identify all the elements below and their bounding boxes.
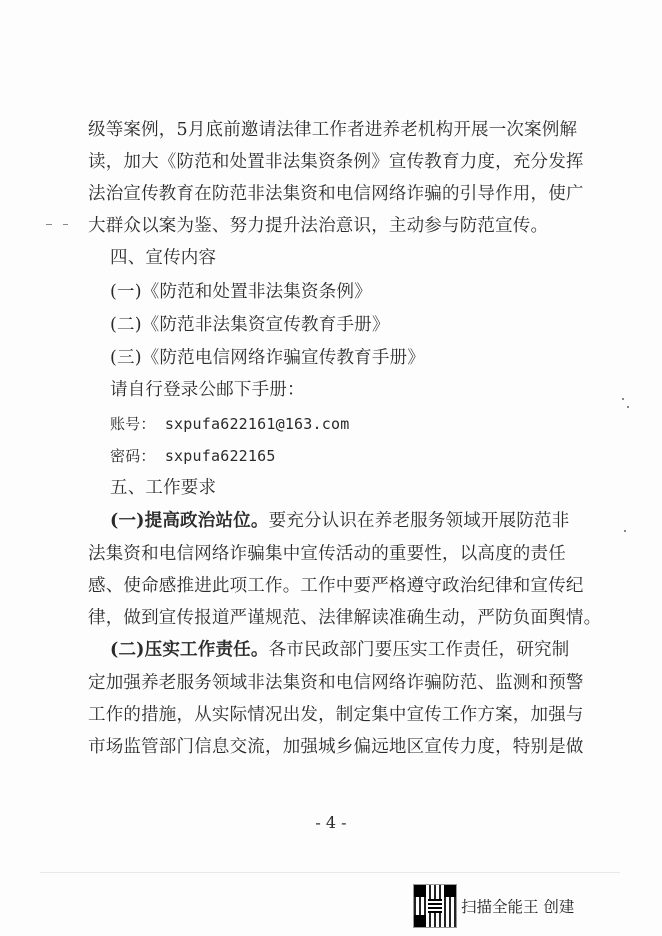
scan-speck [63,224,68,225]
section-heading: 四、宣传内容 [110,248,217,268]
body-line: 法集资和电信网络诈骗集中宣传活动的重要性，以高度的责任 [88,544,566,564]
section-heading: 五、工作要求 [110,478,217,498]
account-line: 账号： sxpufa622161@163.com [110,415,350,433]
paragraph-lead: (一)提高政治站位。 [110,511,269,531]
body-line: 大群众以案为鉴、努力提升法治意识，主动参与防范宣传。 [88,216,549,236]
page-number: - 4 - [315,813,347,832]
scan-speck [624,530,626,532]
body-line: 感、使命感推进此项工作。工作中要严格遵守政治纪律和宣传纪 [88,576,584,596]
body-line: 法治宣传教育在防范非法集资和电信网络诈骗的引导作用，使广 [88,184,584,204]
scan-speck [46,224,52,225]
body-line: 定加强养老服务领域非法集资和电信网络诈骗防范、监测和预警 [88,673,584,693]
list-item: (三)《防范电信网络诈骗宣传教育手册》 [110,348,425,368]
scanner-watermark [413,884,643,928]
list-item: (二)《防范非法集资宣传教育手册》 [110,315,390,335]
footer-divider [40,872,620,873]
login-note: 请自行登录公邮下手册： [110,380,305,400]
paragraph-text: 要充分认识在养老服务领域开展防范非 [268,511,570,531]
body-line: 工作的措施，从实际情况出发，制定集中宣传工作方案，加强与 [88,705,584,725]
scan-speck [627,406,629,408]
body-line: 律，做到宣传报道严谨规范、法律解读准确生动，严防负面舆情。 [88,608,602,628]
paragraph-first-line [110,638,569,662]
body-line: 读，加大《防范和处置非法集资条例》宣传教育力度，充分发挥 [88,152,584,172]
paragraph-text: 各市民政部门要压实工作责任，研究制 [268,640,570,660]
paragraph-first-line [110,509,569,533]
qr-code-icon [413,884,457,928]
list-item: (一)《防范和处置非法集资条例》 [110,282,372,302]
body-line: 市场监管部门信息交流，加强城乡偏远地区宣传力度，特别是做 [88,737,584,757]
password-line: 密码： sxpufa622165 [110,447,276,465]
body-line: 级等案例，5月底前邀请法律工作者进养老机构开展一次案例解 [88,120,578,140]
scanner-text: 扫描全能王 创建 [461,898,575,916]
scan-speck [622,398,624,400]
paragraph-lead: (二)压实工作责任。 [110,640,269,660]
